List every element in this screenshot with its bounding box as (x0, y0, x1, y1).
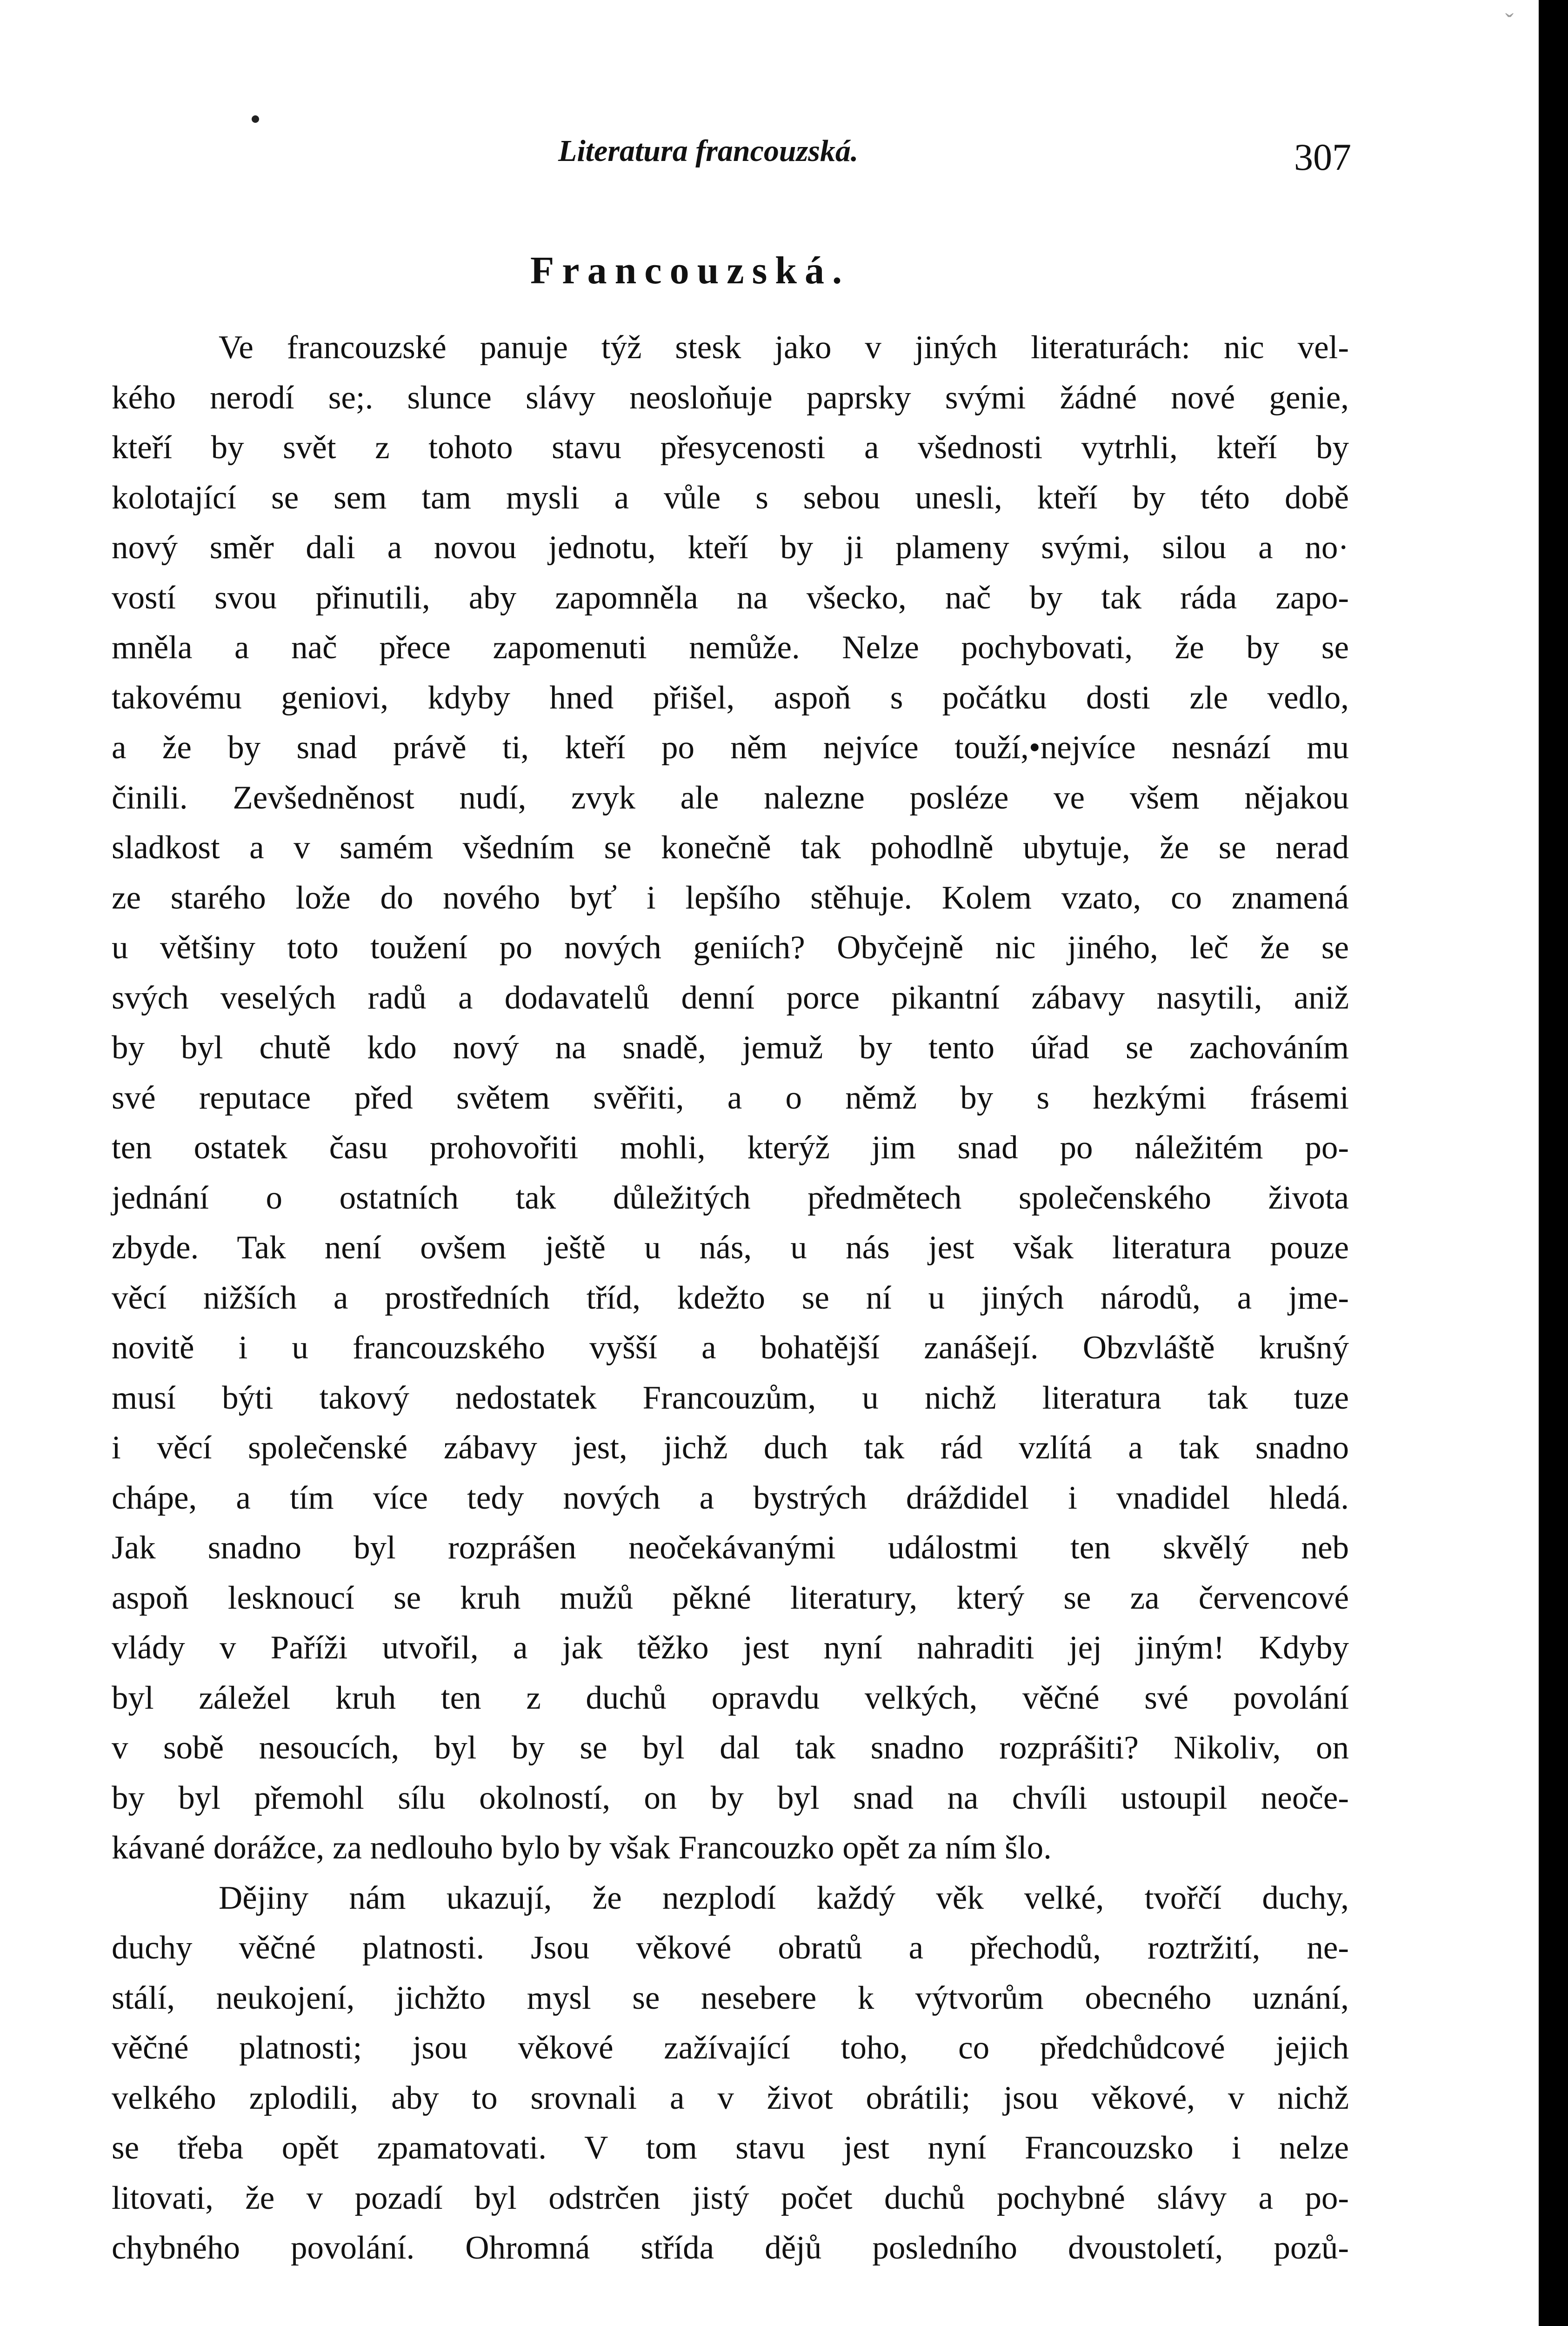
text-line: vlády v Paříži utvořil, a jak těžko jest nyní nahraditi jej jiným! Kdyby (112, 1630, 1349, 1666)
text-line: nový směr dali a novou jednotu, kteří by ji plameny svými, silou a no· (112, 529, 1349, 566)
text-line: takovému geniovi, kdyby hned přišel, aspoň s počátku dosti zle vedlo, (112, 679, 1349, 716)
text-line: kteří by svět z tohoto stavu přesycenosti a všednosti vytrhli, kteří by (112, 429, 1349, 466)
scan-edge (1539, 0, 1568, 2326)
text-line: duchy věčné platnosti. Jsou věkové obratů a přechodů, roztržití, ne- (112, 1930, 1349, 1966)
text-line: stálí, neukojení, jichžto mysl se nesebere k výtvorům obecného uznání, (112, 1979, 1349, 2016)
text-line: věčné platnosti; jsou věkové zažívající toho, co předchůdcové jejich (112, 2030, 1349, 2066)
text-line: by byl chutě kdo nový na snadě, jemuž by tento úřad se zachováním (112, 1029, 1349, 1066)
text-line: byl záležel kruh ten z duchů opravdu velkých, věčné své povolání (112, 1679, 1349, 1716)
text-line: vostí svou přinutili, aby zapomněla na všecko, nač by tak ráda zapo- (112, 579, 1349, 616)
text-line: činili. Zevšedněnost nudí, zvyk ale nalezne posléze ve všem nějakou (112, 779, 1349, 816)
text-line: se třeba opět zpamatovati. V tom stavu jest nyní Francouzsko i nelze (112, 2130, 1349, 2166)
text-line: u většiny toto toužení po nových geniích? Obyčejně nic jiného, leč že se (112, 929, 1349, 966)
text-line: Ve francouzské panuje týž stesk jako v jiných literaturách: nic vel- (219, 329, 1349, 366)
text-line: zbyde. Tak není ovšem ještě u nás, u nás jest však literatura pouze (112, 1230, 1349, 1266)
text-line: by byl přemohl sílu okolností, on by byl snad na chvíli ustoupil neoče- (112, 1779, 1349, 1816)
page-number: 307 (1294, 136, 1351, 178)
text-line: novitě i u francouzského vyšší a bohatější zanášejí. Obzvláště krušný (112, 1330, 1349, 1366)
text-line: jednání o ostatních tak důležitých předmětech společenského života (112, 1179, 1349, 1216)
text-line: sladkost a v samém všedním se konečně tak pohodlně ubytuje, že se nerad (112, 829, 1349, 866)
text-line: kého nerodí se;. slunce slávy neosloňuje paprsky svými žádné nové genie, (112, 379, 1349, 416)
running-title: Literatura francouzská. (558, 134, 859, 168)
text-line: ze starého lože do nového byť i lepšího stěhuje. Kolem vzato, co znamená (112, 879, 1349, 916)
text-line: svých veselých radů a dodavatelů denní porce pikantní zábavy nasytili, aniž (112, 979, 1349, 1016)
text-line: v sobě nesoucích, byl by se byl dal tak snadno rozprášiti? Nikoliv, on (112, 1730, 1349, 1766)
text-line: kolotající se sem tam mysli a vůle s sebou unesli, kteří by této době (112, 479, 1349, 516)
text-line: aspoň lesknoucí se kruh mužů pěkné literatury, který se za červencové (112, 1579, 1349, 1616)
corner-mark: ˇ (1505, 8, 1514, 36)
text-line: musí býti takový nedostatek Francouzům, u nichž literatura tak tuze (112, 1379, 1349, 1416)
text-line: chápe, a tím více tedy nových a bystrých dráždidel i vnadidel hledá. (112, 1479, 1349, 1516)
section-title: Francouzská. (530, 249, 850, 292)
text-line: velkého zplodili, aby to srovnali a v život obrátili; jsou věkové, v nichž (112, 2079, 1349, 2116)
text-line: věcí nižších a prostředních tříd, kdežto se ní u jiných národů, a jme- (112, 1279, 1349, 1316)
text-line: kávané dorážce, za nedlouho bylo by však Francouzko opět za ním šlo. (112, 1830, 1052, 1866)
text-line: své reputace před světem svěřiti, a o němž by s hezkými frásemi (112, 1079, 1349, 1116)
text-line: Dějiny nám ukazují, že nezplodí každý věk velké, tvořčí duchy, (219, 1879, 1349, 1916)
text-line: ten ostatek času prohovořiti mohli, kterýž jim snad po náležitém po- (112, 1130, 1349, 1166)
ink-speck (252, 115, 259, 123)
text-line: Jak snadno byl rozprášen neočekávanými událostmi ten skvělý neb (112, 1530, 1349, 1566)
text-line: i věcí společenské zábavy jest, jichž duch tak rád vzlítá a tak snadno (112, 1430, 1349, 1466)
text-line: litovati, že v pozadí byl odstrčen jistý počet duchů pochybné slávy a po- (112, 2179, 1349, 2216)
text-line: mněla a nač přece zapomenuti nemůže. Nelze pochybovati, že by se (112, 629, 1349, 666)
body-text (112, 323, 1349, 2273)
text-line: a že by snad právě ti, kteří po něm nejvíce touží,•nejvíce nesnází mu (112, 729, 1349, 766)
text-line: chybného povolání. Ohromná střída dějů posledního dvoustoletí, pozů- (112, 2230, 1349, 2266)
